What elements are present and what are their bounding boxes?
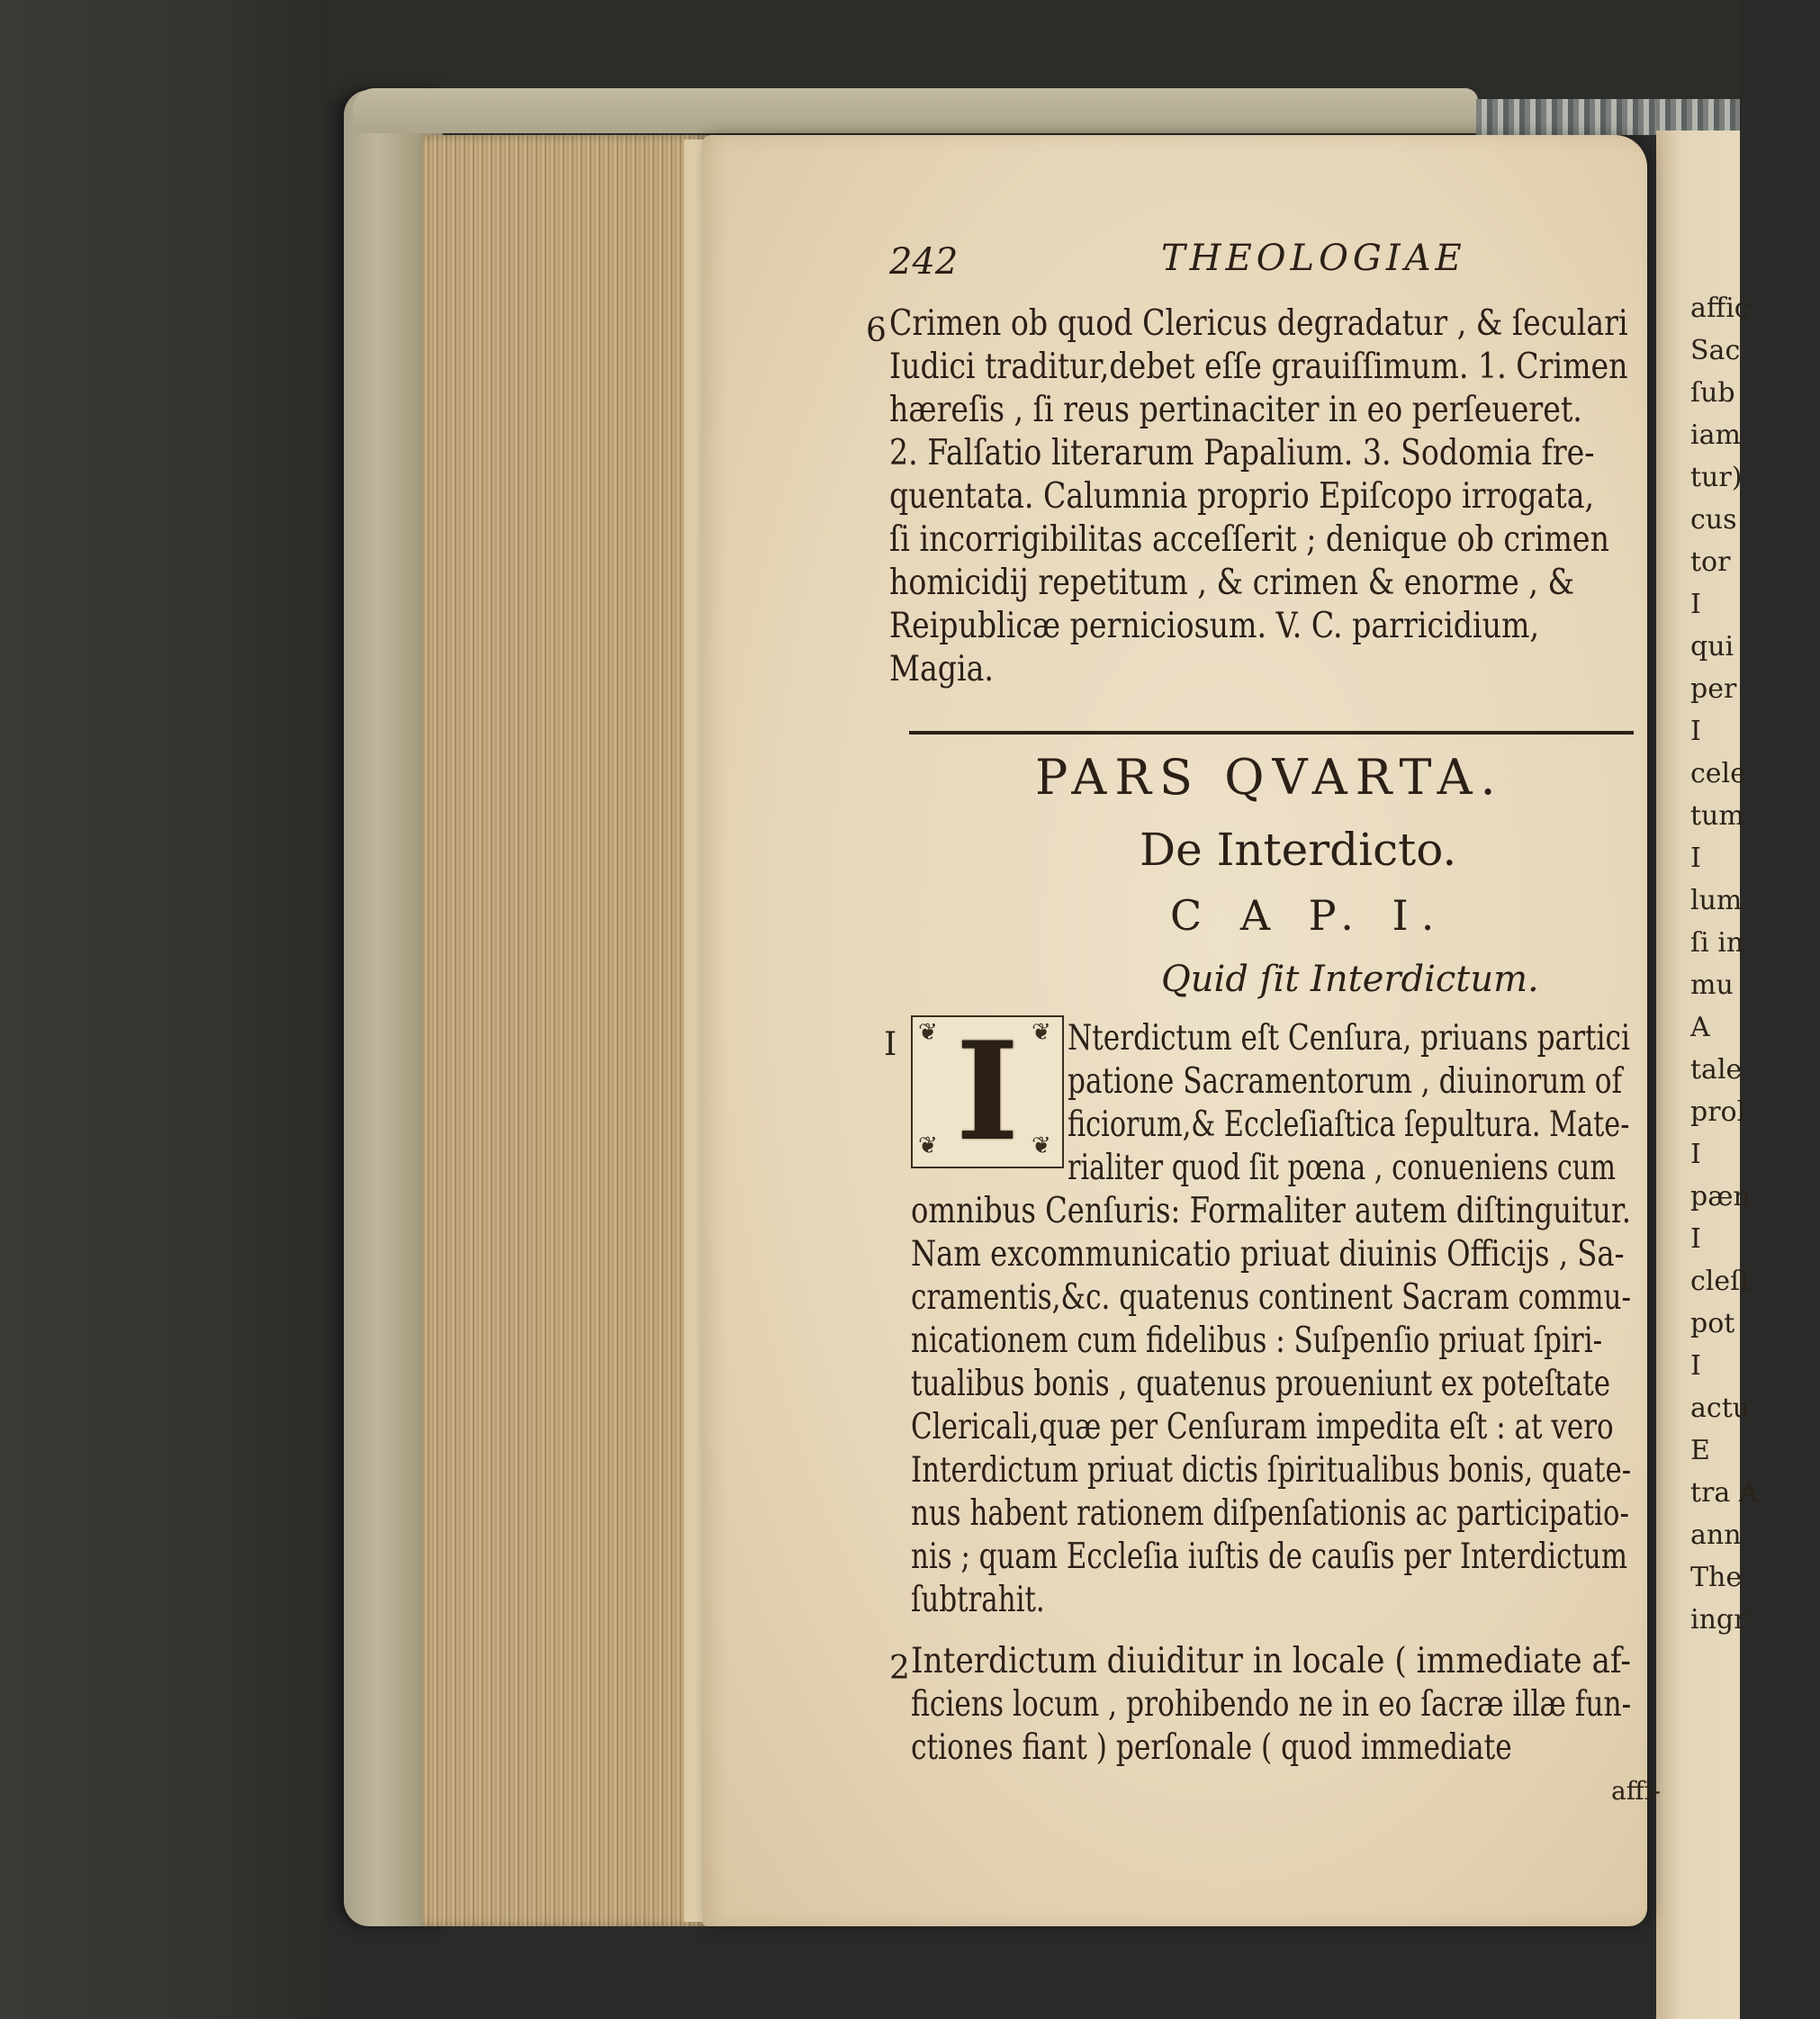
section-subtitle: De Interdicto. [1140, 824, 1457, 876]
decorated-initial [911, 1013, 1064, 1171]
chapter-title: Quid ſit Interdictum. [1161, 959, 1539, 1000]
text-line: nis ; quam Eccleſia iuſtis de cauſis per Interdictum [911, 1537, 1628, 1577]
text-line: ſi incorrigibilitas acceſſerit ; denique ob crimen [889, 519, 1609, 560]
text-line: Interdictum priuat dictis ſpiritualibus bonis, quate- [911, 1450, 1632, 1491]
text-line: quentata. Calumnia proprio Epiſcopo irrogata, [889, 476, 1595, 517]
background-top [324, 0, 1740, 99]
facing-page-line: pot [1690, 1308, 1735, 1339]
paragraph-6-number: 6 [866, 312, 887, 349]
text-line: Reipublicæ perniciosum. V. C. parricidium, [889, 606, 1539, 646]
page-number: 242 [889, 241, 959, 283]
facing-page-line: E [1690, 1435, 1710, 1466]
facing-page-line: ſub [1690, 377, 1735, 409]
text-line: Nterdictum eſt Cenſura, priuans partici [1068, 1018, 1630, 1059]
paragraph-1 [911, 1190, 1820, 1622]
facing-page-line: ann [1690, 1519, 1742, 1551]
facing-page-line: ſi in [1690, 927, 1744, 959]
text-line: homicidij repetitum , & crimen & enorme , & [889, 563, 1574, 603]
chapter-heading: C A P. I. [1170, 891, 1447, 940]
ornament-icon: ❦ [1032, 1132, 1051, 1159]
paragraph-2-number: 2 [889, 1650, 910, 1687]
facing-page-line: cleſi [1690, 1266, 1749, 1297]
facing-page-line: The [1690, 1562, 1743, 1593]
text-line: Clericali,quæ per Cenſuram impedita eſt : at vero [911, 1407, 1614, 1447]
facing-page-line: mu [1690, 969, 1734, 1001]
ornament-icon: ❦ [918, 1019, 938, 1046]
text-line: Interdictum diuiditur in locale ( immediate af- [911, 1641, 1632, 1681]
facing-page-line: Sac [1690, 335, 1741, 366]
facing-page-line: tale [1690, 1054, 1743, 1086]
facing-page-line: I [1690, 1223, 1701, 1255]
paragraph-1-beside-initial [1068, 1017, 1792, 1190]
book-cover-top [353, 88, 1478, 133]
text-line: ſubtrahit. [911, 1580, 1045, 1620]
page-block [423, 135, 711, 1926]
text-line: omnibus Cenſuris: Formaliter autem diſtinguitur. [911, 1191, 1632, 1231]
facing-page-line: lum [1690, 885, 1743, 916]
facing-page-line: tor [1690, 546, 1731, 578]
text-line: ctiones fiant ) perſonale ( quod immediate [911, 1727, 1512, 1768]
facing-page-line: tum [1690, 800, 1744, 832]
section-title: PARS QVARTA. [1035, 749, 1504, 806]
background-left [0, 0, 324, 2019]
spine-headband [1476, 99, 1740, 135]
paragraph-1-number: I [884, 1026, 897, 1063]
paragraph-6 [889, 302, 1757, 691]
text-line: cramentis,&c. quatenus continent Sacram commu- [911, 1277, 1631, 1318]
text-line: Crimen ob quod Clericus degradatur , & ſeculari [889, 303, 1628, 344]
text-line: hæreſis , ſi reus pertinaciter in eo perſeueret. [889, 390, 1582, 430]
facing-page-line: iam [1690, 419, 1741, 451]
facing-page-line: pæn [1690, 1181, 1751, 1212]
catchword: affi- [1611, 1776, 1662, 1806]
facing-page-line: affic [1690, 293, 1750, 324]
running-head: THEOLOGIAE [1161, 238, 1466, 279]
facing-page-line: I [1690, 1350, 1701, 1382]
ornament-icon: ❦ [918, 1132, 938, 1159]
facing-page-line: per [1690, 673, 1737, 705]
text-line: nus habent rationem diſpenſationis ac participatio- [911, 1493, 1629, 1534]
facing-page-line: I [1690, 589, 1701, 620]
facing-page-line: prol [1690, 1096, 1746, 1128]
initial-letter: I [955, 1013, 1020, 1171]
text-line: Iudici traditur,debet eſſe grauiſſimum. 1. Crimen [889, 347, 1628, 387]
facing-page-line: I [1690, 1139, 1701, 1170]
text-line: rialiter quod ſit pœna , conueniens cum [1068, 1148, 1617, 1188]
text-line: Magia. [889, 649, 994, 690]
facing-page-line: cele [1690, 758, 1746, 789]
text-line: 2. Falſatio literarum Papalium. 3. Sodomia fre- [889, 433, 1595, 473]
facing-page-line: actu [1690, 1393, 1751, 1424]
paragraph-2 [911, 1640, 1809, 1770]
ornament-icon: ❦ [1032, 1019, 1051, 1046]
text-line: ficiorum,& Eccleſiaſtica ſepultura. Mate- [1068, 1104, 1630, 1145]
facing-page-line: qui [1690, 631, 1734, 662]
section-rule [909, 731, 1634, 735]
facing-page-line: tra A [1690, 1477, 1759, 1509]
facing-page-line: I [1690, 843, 1701, 874]
facing-page-line: I [1690, 716, 1701, 747]
text-line: ficiens locum , prohibendo ne in eo ſacræ illæ fun- [911, 1684, 1632, 1725]
facing-page-line: tur) [1690, 462, 1743, 493]
facing-page-line: A [1690, 1012, 1710, 1043]
text-line: Nam excommunicatio priuat diuinis Officijs , Sa- [911, 1234, 1625, 1275]
text-line: nicationem cum fidelibus : Suſpenſio priuat ſpiri- [911, 1320, 1603, 1361]
facing-page-line: ingr [1690, 1604, 1747, 1636]
facing-page-line: cus [1690, 504, 1737, 536]
text-line: tualibus bonis , quatenus proueniunt ex poteſtate [911, 1364, 1611, 1404]
text-line: patione Sacramentorum , diuinorum of [1068, 1061, 1623, 1102]
